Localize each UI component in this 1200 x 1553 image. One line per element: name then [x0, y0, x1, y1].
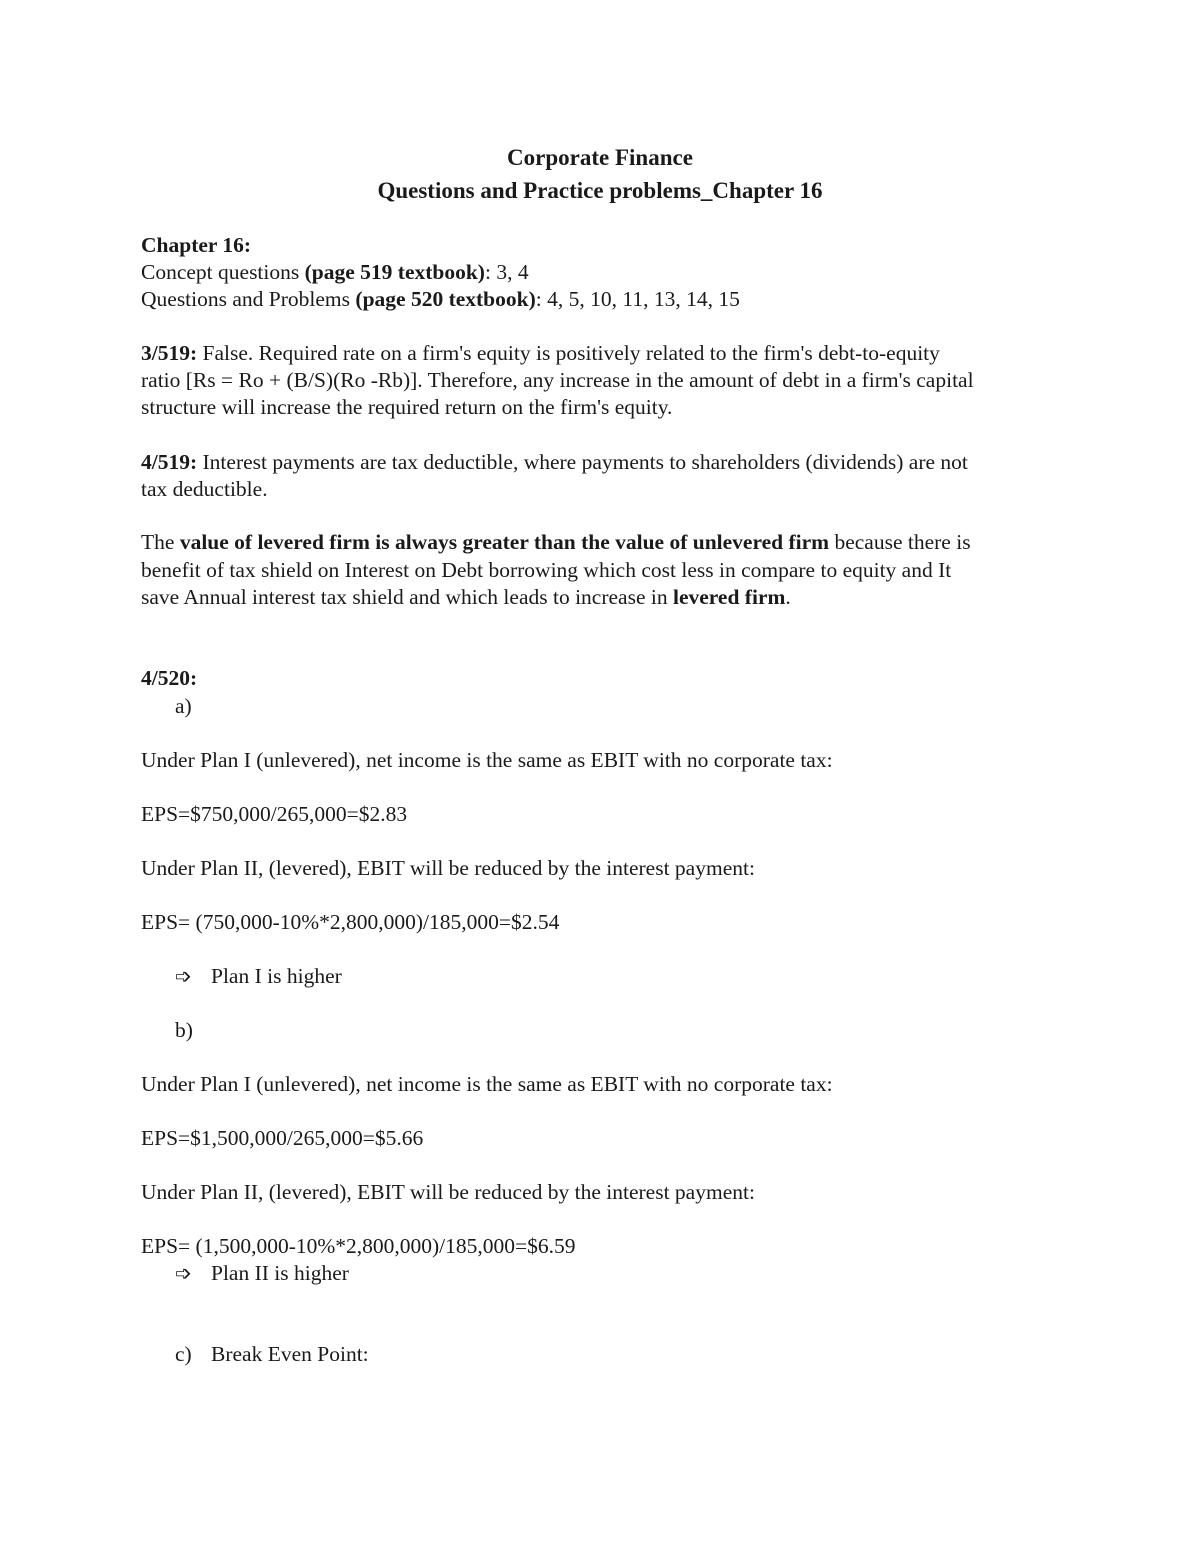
part-c-line: c) Break Even Point: — [175, 1342, 369, 1366]
part-a-conclusion: ➩ Plan I is higher — [175, 964, 342, 988]
part-a-plan2-eps: EPS= (750,000-10%*2,800,000)/185,000=$2.54 — [141, 910, 560, 934]
answer-4-519-line1: 4/519: Interest payments are tax deductible, where payments to shareholders (dividends) are not — [141, 450, 968, 474]
part-a-plan1-text: Under Plan I (unlevered), net income is the same as EBIT with no corporate tax: — [141, 748, 833, 772]
part-a-label: a) — [175, 694, 192, 718]
answer-4-519-line2: tax deductible. — [141, 477, 268, 501]
part-b-plan1-eps: EPS=$1,500,000/265,000=$5.66 — [141, 1126, 424, 1150]
part-a-plan2-text: Under Plan II, (levered), EBIT will be reduced by the interest payment: — [141, 856, 755, 880]
problems-line: Questions and Problems (page 520 textbook): 4, 5, 10, 11, 13, 14, 15 — [141, 287, 740, 311]
part-b-plan1-text: Under Plan I (unlevered), net income is the same as EBIT with no corporate tax: — [141, 1072, 833, 1096]
part-b-conclusion: ➩ Plan II is higher — [175, 1261, 349, 1285]
levered-firm-paragraph-line1: The value of levered firm is always greater than the value of unlevered firm because there is — [141, 530, 971, 554]
levered-firm-paragraph-line2: benefit of tax shield on Interest on Debt borrowing which cost less in compare to equity and It — [141, 558, 952, 582]
chapter-label: Chapter 16: — [141, 233, 252, 257]
part-b-plan2-eps: EPS= (1,500,000-10%*2,800,000)/185,000=$6.59 — [141, 1234, 576, 1258]
right-arrow-icon: ➩ — [175, 964, 192, 988]
document-title: Corporate Finance — [507, 145, 693, 170]
answer-3-519-line3: structure will increase the required return on the firm's equity. — [141, 395, 673, 419]
levered-firm-paragraph-line3: save Annual interest tax shield and which leads to increase in levered firm. — [141, 585, 791, 609]
right-arrow-icon: ➩ — [175, 1261, 192, 1285]
part-b-label: b) — [175, 1018, 193, 1042]
concept-questions-line: Concept questions (page 519 textbook): 3, 4 — [141, 260, 529, 284]
part-b-plan2-text: Under Plan II, (levered), EBIT will be reduced by the interest payment: — [141, 1180, 755, 1204]
problem-4-520-label: 4/520: — [141, 666, 198, 690]
document-subtitle: Questions and Practice problems_Chapter 16 — [377, 178, 823, 203]
answer-3-519-line2: ratio [Rs = Ro + (B/S)(Ro -Rb)]. Therefore, any increase in the amount of debt in a firm's capital — [141, 368, 974, 392]
answer-3-519-line1: 3/519: False. Required rate on a firm's equity is positively related to the firm's debt-to-equity — [141, 341, 940, 365]
part-a-plan1-eps: EPS=$750,000/265,000=$2.83 — [141, 802, 408, 826]
